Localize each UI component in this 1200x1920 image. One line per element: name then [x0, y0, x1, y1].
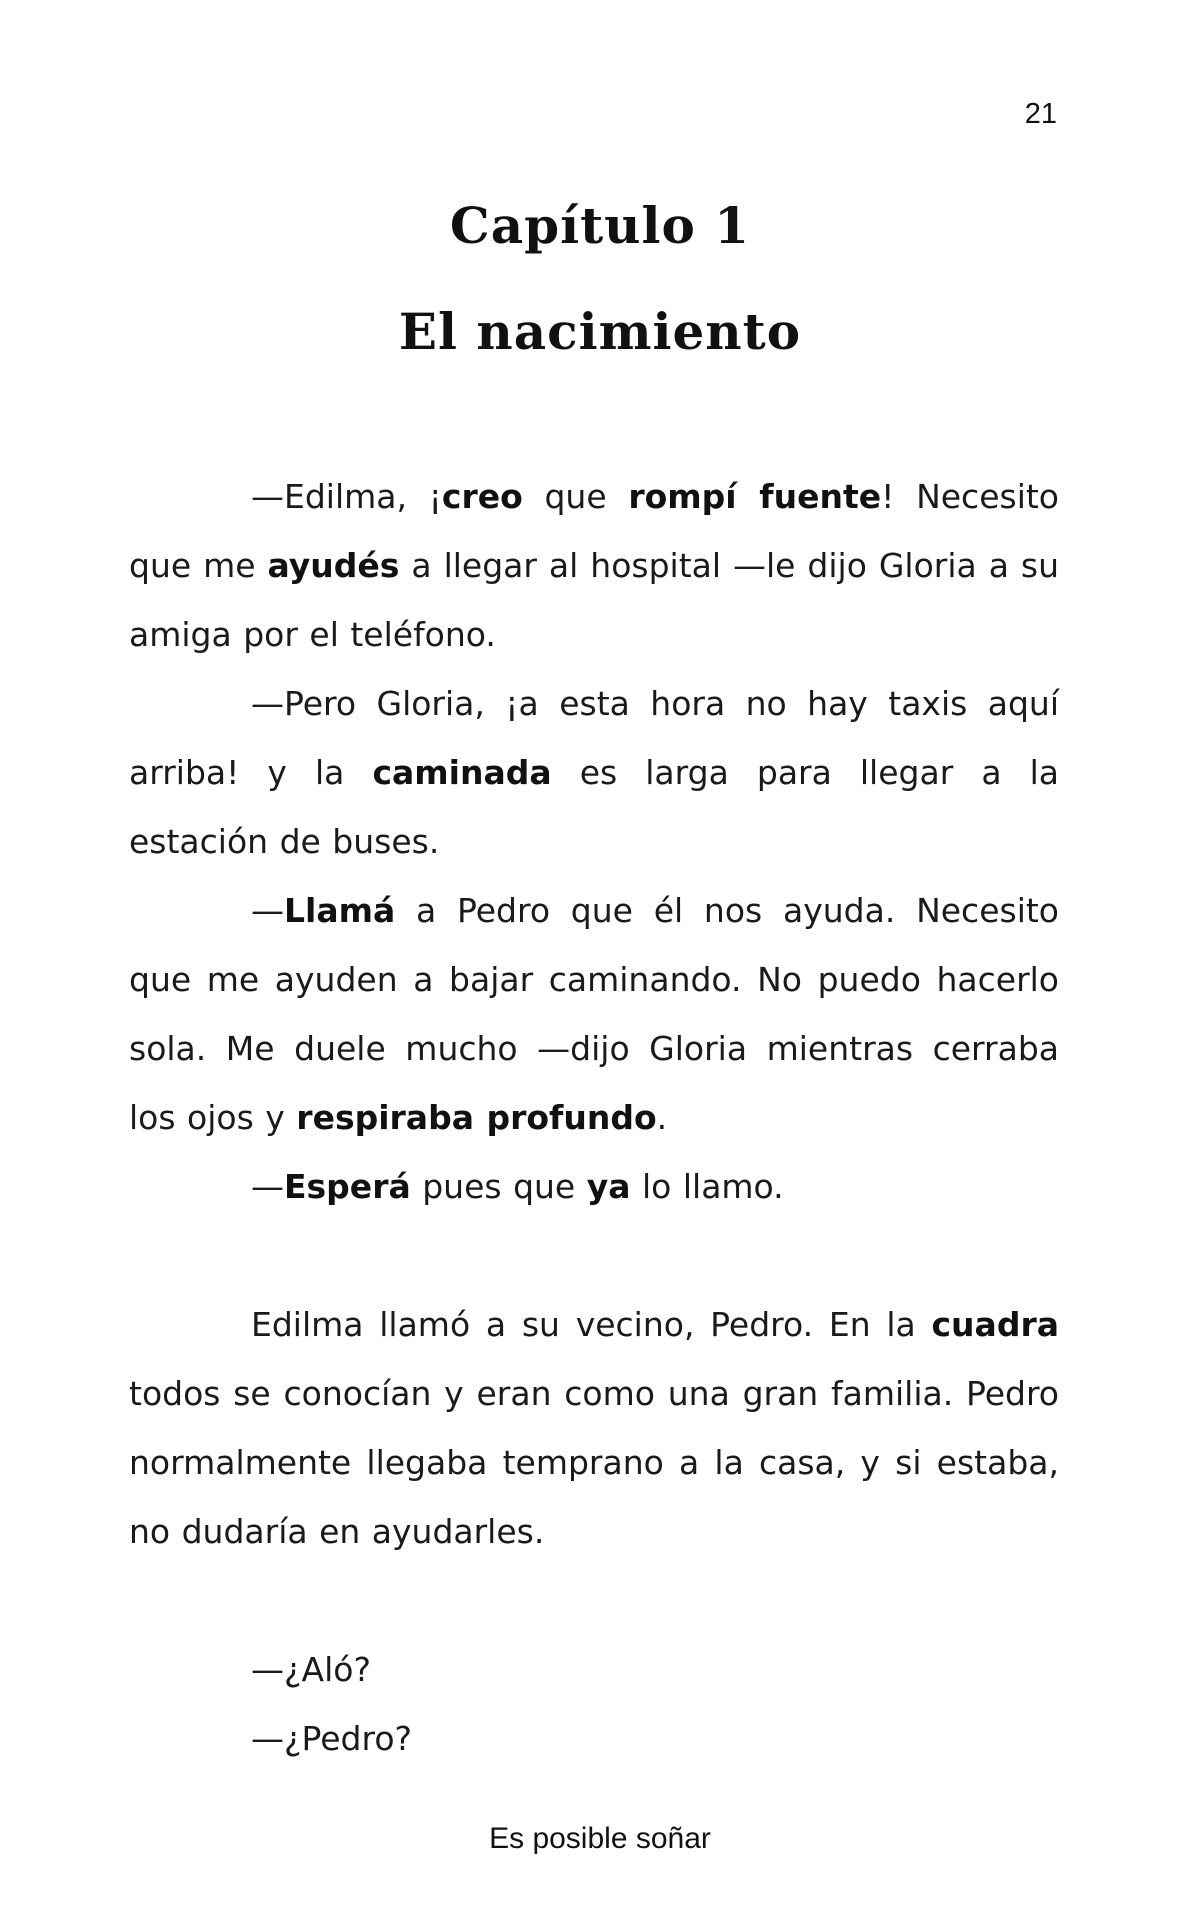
bold-word: Esperá [284, 1167, 411, 1206]
bold-word: creo [441, 477, 523, 516]
paragraph [129, 876, 1059, 1152]
chapter-label: Capítulo 1 [449, 196, 751, 255]
text-run: todos se conocían y eran como una gran familia. Pedro normalmente llegaba temprano a la casa, y si estaba, no dudaría en ayudarles. [129, 1374, 1059, 1551]
bold-word: caminada [372, 753, 552, 792]
book-title-footer: Es posible soñar [489, 1822, 711, 1855]
text-run: a llegar al hospital —le dijo Gloria a su amiga por el teléfono. [129, 546, 1060, 654]
bold-word: respiraba profundo [296, 1098, 657, 1137]
text-run: — [251, 891, 284, 930]
text-run: —¿Pedro? [251, 1719, 413, 1758]
text-run: ! Necesito que me [129, 477, 1059, 585]
text-run: que [522, 477, 629, 516]
chapter-title: El nacimiento [398, 302, 802, 361]
text-run: — [251, 1167, 284, 1206]
text-run: —¿Aló? [251, 1650, 371, 1689]
text-run: Edilma llamó a su vecino, Pedro. En la [251, 1305, 932, 1344]
bold-word: ya [586, 1167, 631, 1206]
page-number: 21 [1024, 98, 1057, 130]
text-run: es larga para llegar a la estación de buses. [129, 753, 1059, 861]
chapter-body [129, 462, 1059, 1773]
paragraph [129, 1635, 1059, 1704]
text-run: pues que [410, 1167, 587, 1206]
paragraph [129, 1704, 1059, 1773]
paragraph [129, 1152, 1059, 1221]
bold-word: cuadra [931, 1305, 1059, 1344]
text-run: —Edilma, ¡ [251, 477, 442, 516]
text-run: lo llamo. [630, 1167, 784, 1206]
paragraph [129, 669, 1059, 876]
paragraph [129, 1290, 1059, 1566]
text-run: a Pedro que él nos ayuda. Necesito que me ayuden a bajar caminando. No puedo hacerlo sola. Me duele mucho —dijo Gloria mientras cerraba los ojos y [129, 891, 1059, 1137]
bold-word: ayudés [267, 546, 400, 585]
text-run: . [656, 1098, 668, 1137]
paragraph [129, 462, 1059, 669]
bold-word: Llamá [284, 891, 396, 930]
bold-word: rompí fuente [628, 477, 882, 516]
text-run: —Pero Gloria, ¡a esta hora no hay taxis aquí arriba! y la [129, 684, 1059, 792]
